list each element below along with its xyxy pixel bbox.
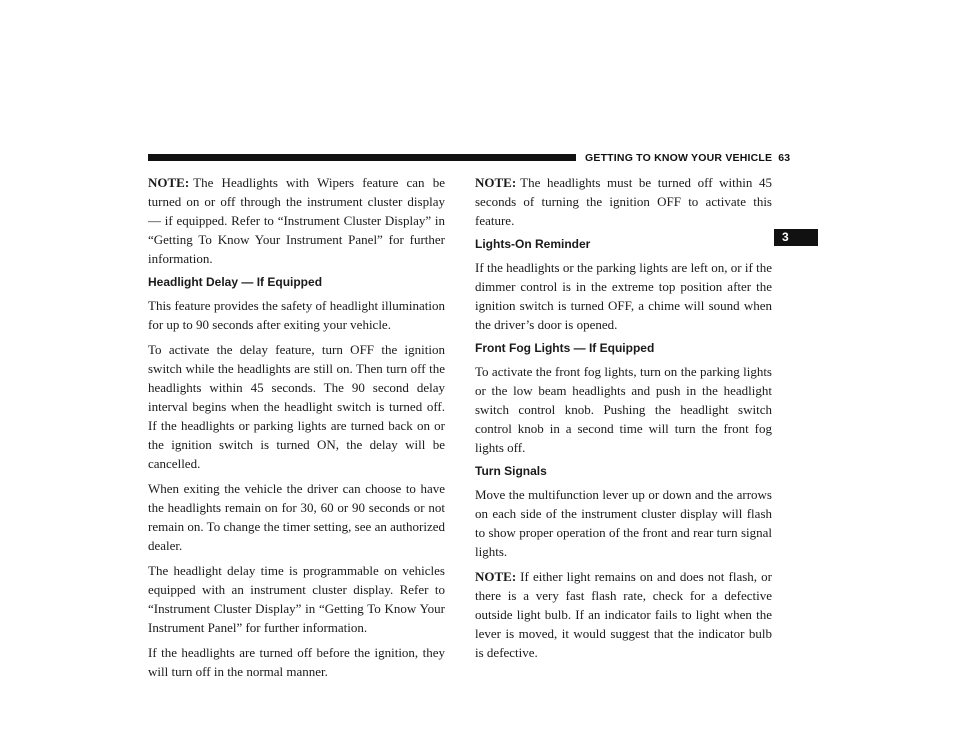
note-headlights-with-wipers: [148, 173, 445, 268]
note-label: NOTE:: [475, 569, 517, 584]
note-defective-bulb: [475, 567, 772, 662]
note-label: NOTE:: [475, 175, 517, 190]
right-column: [475, 173, 772, 668]
paragraph: Move the multifunction lever up or down and the arrows on each side of the instrument cluster display will flash to show proper operation of the front and rear turn signal lights.: [475, 487, 772, 559]
paragraph: If the headlights are turned off before the ignition, they will turn off in the normal manner.: [148, 645, 445, 679]
note-label: NOTE:: [148, 175, 190, 190]
paragraph: If the headlights or the parking lights are left on, or if the dimmer control is in the extreme top position after the ignition switch is turned OFF, a chime will sound when the driver’s door is opened.: [475, 260, 772, 332]
paragraph: When exiting the vehicle the driver can choose to have the headlights remain on for 30, 60 or 90 seconds or not remain on. To change the timer setting, see an authorized dealer.: [148, 481, 445, 553]
header-rule: [148, 154, 576, 161]
heading-turn-signals: Turn Signals: [475, 464, 547, 478]
running-header: [585, 152, 790, 164]
note-turn-off-within-45s: [475, 173, 772, 230]
paragraph: To activate the front fog lights, turn on the parking lights or the low beam headlights and push in the headlight switch control knob. Pushing the headlight switch control knob in a second time will turn the front fog lights off.: [475, 364, 772, 455]
paragraph: This feature provides the safety of headlight illumination for up to 90 seconds after exiting your vehicle.: [148, 298, 445, 332]
paragraph: The headlight delay time is programmable on vehicles equipped with an instrument cluster display. Refer to “Instrument Cluster Display” in “Getting To Know Your Instrument Panel” for further information.: [148, 563, 445, 635]
left-column: [148, 173, 445, 687]
note-text: The headlights must be turned off within 45 seconds of turning the ignition OFF to activate this feature.: [475, 175, 772, 228]
paragraph: To activate the delay feature, turn OFF the ignition switch while the headlights are still on. Then turn off the headlights within 45 seconds. The 90 second delay interval begins when the headlight switch is turned off. If the headlights or parking lights are turned back on or the ignition switch is turned ON, the delay will be cancelled.: [148, 342, 445, 471]
section-title: GETTING TO KNOW YOUR VEHICLE: [585, 152, 773, 164]
chapter-tab: 3: [774, 229, 818, 246]
heading-headlight-delay: Headlight Delay — If Equipped: [148, 275, 323, 289]
page-number: 63: [778, 152, 791, 164]
note-text: If either light remains on and does not flash, or there is a very fast flash rate, check for a defective outside light bulb. If an indicator fails to light when the lever is moved, it would suggest that the indicator bulb is defective.: [475, 569, 772, 660]
note-text: The Headlights with Wipers feature can be turned on or off through the instrument cluster display — if equipped. Refer to “Instrument Cluster Display” in “Getting To Know Your Instrument Panel” for further information.: [148, 175, 445, 266]
heading-front-fog-lights: Front Fog Lights — If Equipped: [475, 341, 655, 355]
heading-lights-on-reminder: Lights-On Reminder: [475, 237, 591, 251]
